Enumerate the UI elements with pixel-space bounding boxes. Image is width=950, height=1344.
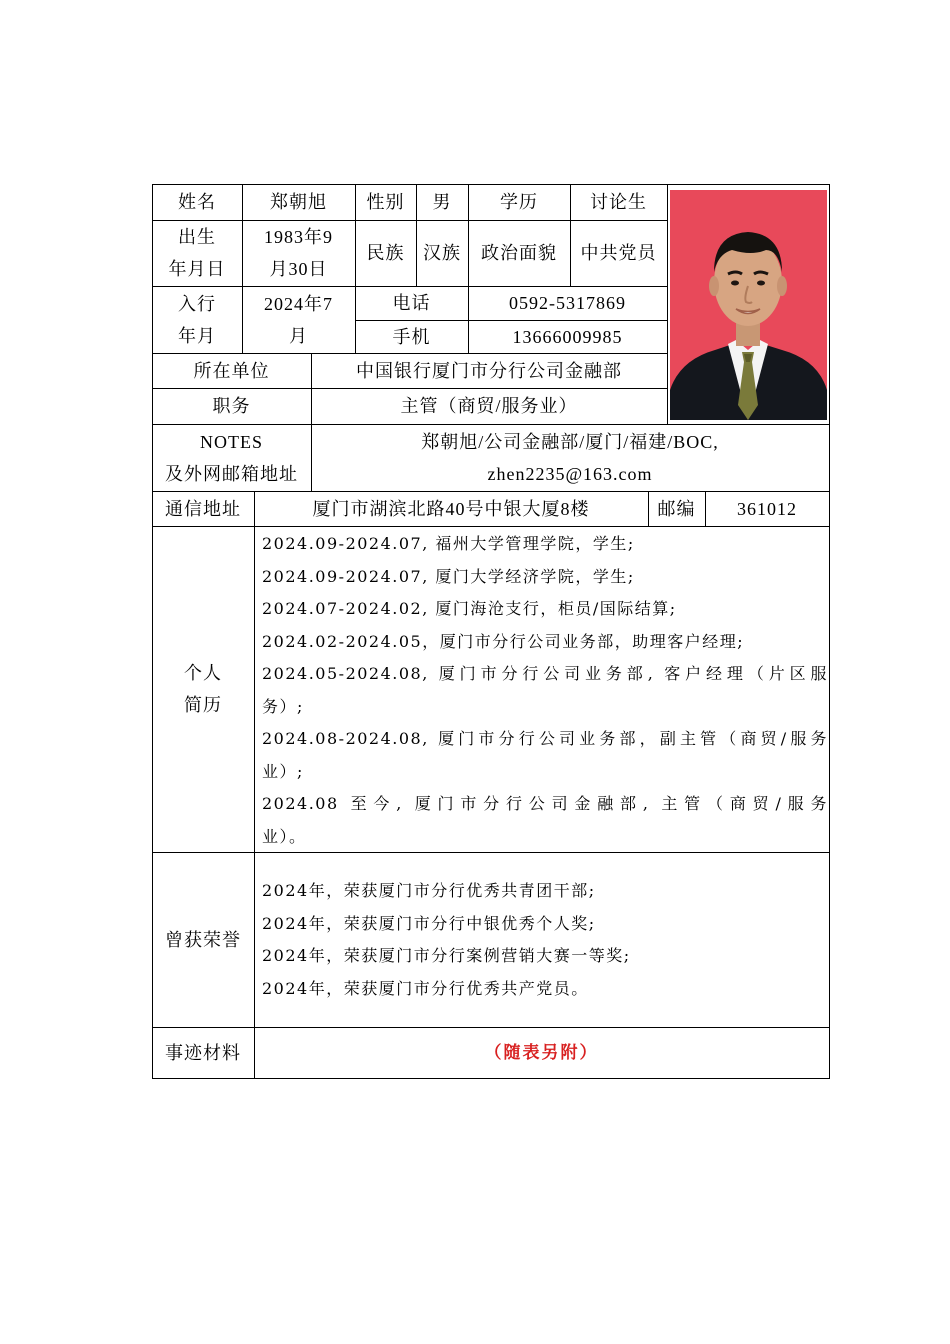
resume-line: 业）。 (262, 826, 307, 846)
resume-history (262, 528, 828, 853)
birth-label-line2: 年月日 (168, 259, 226, 279)
join-date-value (242, 286, 355, 353)
political-label: 政治面貌 (481, 243, 557, 263)
ethnic-value: 汉族 (423, 243, 461, 263)
birth-value-line2: 月30日 (269, 259, 328, 279)
birth-value-line1: 1983年9 (264, 227, 333, 247)
phone-label: 电话 (392, 293, 431, 313)
notes-label-line2: 及外网邮箱地址 (165, 463, 298, 484)
resume-label-line1: 个人 (184, 663, 222, 683)
birth-value (242, 220, 355, 286)
phone-value: 0592-5317869 (509, 293, 626, 313)
name-value: 郑朝旭 (270, 192, 327, 212)
notes-label-line1: NOTES (200, 431, 263, 452)
resume-line: 2024.05-2024.08, 厦门市分行公司业务部, 客户经理（片区服 (262, 664, 828, 683)
notes-email-label (152, 424, 311, 491)
resume-line: 2024.09-2024.07, 福州大学管理学院，学生; (262, 534, 635, 553)
honors-list (262, 875, 828, 1005)
resume-line: 2024.02-2024.05，厦门市分行公司业务部，助理客户经理; (262, 631, 745, 651)
duty-label: 职务 (212, 396, 251, 416)
resume-line: 务）; (262, 696, 304, 716)
duty-value: 主管（商贸/服务业） (400, 396, 578, 416)
join-value-line1: 2024年7 (264, 293, 333, 314)
address-label: 通信地址 (165, 498, 241, 519)
honor-line: 2024年，荣获厦门市分行优秀共青团干部; (262, 881, 596, 900)
resume-line: 2024.08 至今, 厦门市分行公司金融部, 主管（商贸/服务 (262, 794, 828, 813)
join-label-line1: 入行 (178, 293, 216, 314)
name-label: 姓名 (178, 192, 216, 212)
ethnic-label: 民族 (366, 243, 405, 263)
resume-line: 2024.07-2024.02, 厦门海沧支行，柜员/国际结算; (262, 599, 677, 618)
resume-line: 2024.09-2024.07, 厦门大学经济学院，学生; (262, 566, 635, 586)
unit-value: 中国银行厦门市分行公司金融部 (356, 360, 622, 381)
resume-label-line2: 简历 (184, 695, 222, 715)
education-label: 学历 (500, 192, 538, 212)
resume-line: 业）; (262, 761, 304, 781)
materials-attached-note: （随表另附） (484, 1042, 599, 1062)
portrait-illustration (670, 190, 827, 420)
gender-label: 性别 (366, 192, 405, 212)
materials-label: 事迹材料 (165, 1042, 241, 1063)
resume-form-table (152, 184, 830, 1079)
resume-label (152, 526, 254, 852)
honors-label: 曾获荣誉 (165, 929, 241, 950)
birth-label-line1: 出生 (178, 227, 216, 247)
mobile-value: 13666009985 (512, 326, 623, 347)
join-label-line2: 年月 (178, 325, 216, 346)
honor-line: 2024年，荣获厦门市分行优秀共产党员。 (262, 978, 589, 998)
join-value-line2: 月 (289, 325, 308, 346)
mobile-label: 手机 (392, 326, 431, 347)
portrait-photo (670, 190, 827, 420)
honor-line: 2024年，荣获厦门市分行中银优秀个人奖; (262, 913, 596, 933)
notes-value-line1: 郑朝旭/公司金融部/厦门/福建/BOC, (421, 431, 719, 452)
gender-value: 男 (432, 192, 452, 212)
notes-email-value (311, 424, 829, 491)
postcode-label: 邮编 (657, 498, 696, 519)
education-value: 讨论生 (590, 192, 647, 212)
notes-value-line2: zhen2235@163.com (487, 463, 653, 484)
address-value: 厦门市湖滨北路40号中银大厦8楼 (312, 498, 590, 519)
political-value: 中共党员 (580, 243, 657, 263)
resume-line: 2024.08-2024.08, 厦门市分行公司业务部，副主管（商贸/服务 (262, 729, 828, 748)
birth-label (152, 220, 242, 286)
postcode-value: 361012 (737, 498, 797, 519)
join-date-label (152, 286, 242, 353)
honor-line: 2024年，荣获厦门市分行案例营销大赛一等奖; (262, 946, 631, 965)
unit-label: 所在单位 (193, 360, 270, 381)
